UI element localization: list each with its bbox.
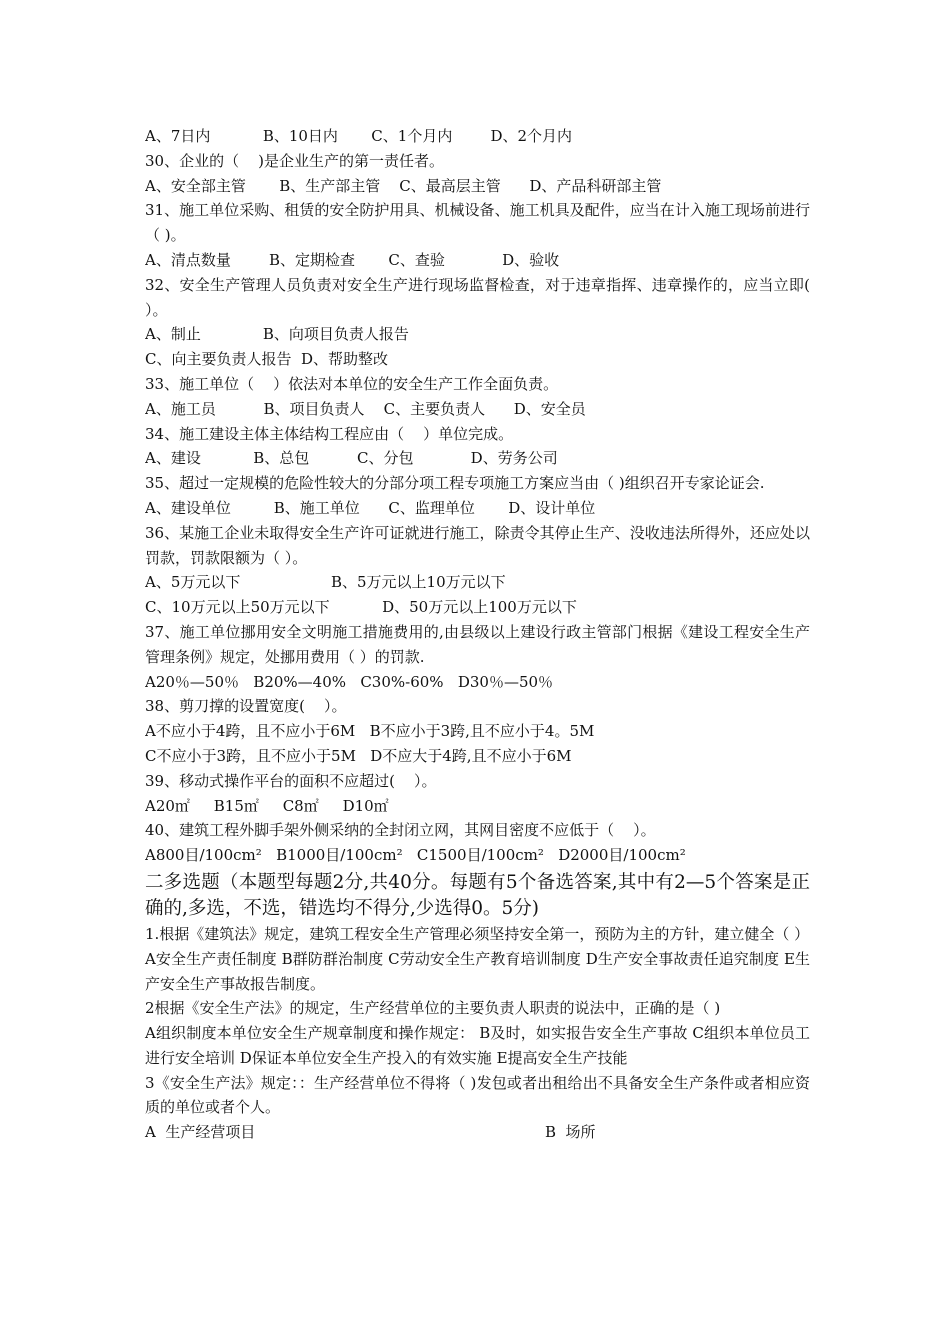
question-40: 40、建筑工程外脚手架外侧采纳的全封闭立网，其网目密度不应低于（ ）。 [145,821,656,840]
question-37: 37、施工单位挪用安全文明施工措施费用的,由县级以上建设行政主管部门根据《建设工程安全生产管理条例》规定，处挪用费用（ ）的罚款. [145,622,810,666]
answer-options-q34: A、建设 B、总包 C、分包 D、劳务公司 [145,449,558,468]
answer-options-q29: A、7日内 B、10日内 C、1个月内 D、2个月内 [145,127,573,145]
question-35: 35、超过一定规模的危险性较大的分部分项工程专项施工方案应当由（ )组织召开专家论证会. [145,474,765,493]
answer-options-q32-row1: A、制止 B、向项目负责人报告 [145,325,409,344]
answer-options-q39: A20㎡ B15㎡ C8㎡ D10㎡ [145,796,389,815]
answer-options-q31: A、清点数量 B、定期检查 C、查验 D、验收 [145,250,560,269]
answer-options-q35: A、建设单位 B、施工单位 C、监理单位 D、设计单位 [145,498,596,517]
answer-options-q37: A20％—50％ B20%—40% C30%-60% D30％—50％ [145,672,554,691]
answer-options-q38-row1: A不应小于4跨，且不应小于6M B不应小于3跨,且不应小于4。5M [145,722,595,741]
mc-option-a: A 生产经营项目 [145,1123,256,1142]
mc-option-b: B 场所 [545,1123,596,1142]
answer-options-q40: A800目/100cm² B1000目/100cm² C1500目/100cm² D2000目/100cm² [145,846,686,865]
mc-answer-options-3 [145,1120,810,1145]
mc-question-2: 2根据《安全生产法》的规定，生产经营单位的主要负责人职责的说法中，正确的是（ ) [145,999,721,1018]
answer-options-q36-row2: C、10万元以上50万元以下 D、50万元以上100万元以下 [145,598,577,617]
question-32: 32、安全生产管理人员负责对安全生产进行现场监督检查，对于违章指挥、违章操作的，应当立即( ）。 [145,275,810,319]
answer-options-q32-row2: C、向主要负责人报告 D、帮助整改 [145,350,389,369]
mc-question-3: 3《安全生产法》规定：：生产经营单位不得将（ )发包或者出租给出不具备安全生产条件或者相应资质的单位或者个人。 [145,1073,810,1117]
question-36: 36、某施工企业未取得安全生产许可证就进行施工，除责令其停止生产、没收违法所得外，还应处以罚款，罚款限额为（ ）。 [145,523,810,567]
question-39: 39、移动式操作平台的面积不应超过( ）。 [145,771,437,790]
question-34: 34、施工建设主体主体结构工程应由（ ）单位完成。 [145,424,514,443]
question-30: 30、企业的（ )是企业生产的第一责任者。 [145,151,445,170]
answer-options-q30: A、安全部主管 B、生产部主管 C、最高层主管 D、产品科研部主管 [145,176,662,195]
question-31: 31、施工单位采购、租赁的安全防护用具、机械设备、施工机具及配件，应当在计入施工现场前进行（ )。 [145,201,810,245]
document-body [145,124,810,1145]
mc-question-1: 1.根据《建筑法》规定，建筑工程安全生产管理必须坚持安全第一，预防为主的方针，建立健全（ ） [145,924,810,943]
question-38: 38、剪刀撑的设置宽度( ）。 [145,697,347,716]
mc-answer-options-1: A安全生产责任制度 B群防群治制度 C劳动安全生产教育培训制度 D生产安全事故责任追究制度 E生产安全生产事故报告制度。 [145,949,810,993]
answer-options-q33: A、施工员 B、项目负责人 C、主要负责人 D、安全员 [145,399,586,418]
answer-options-q38-row2: C不应小于3跨，且不应小于5M D不应大于4跨,且不应小于6M [145,746,572,765]
question-33: 33、施工单位（ ）依法对本单位的安全生产工作全面负责。 [145,374,559,393]
answer-options-q36-row1: A、5万元以下 B、5万元以上10万元以下 [145,573,506,592]
mc-answer-options-2: A组织制度本单位安全生产规章制度和操作规定： B及时，如实报告安全生产事故 C组织本单位员工进行安全培训 D保证本单位安全生产投入的有效实施 E提高安全生产技能 [145,1024,810,1067]
section-heading-multiple-choice: 二多选题（本题型每题2分,共40分。每题有5个备选答案,其中有2—5个答案是正确的,多选，不选，错选均不得分,少选得0。5分) [145,871,810,919]
